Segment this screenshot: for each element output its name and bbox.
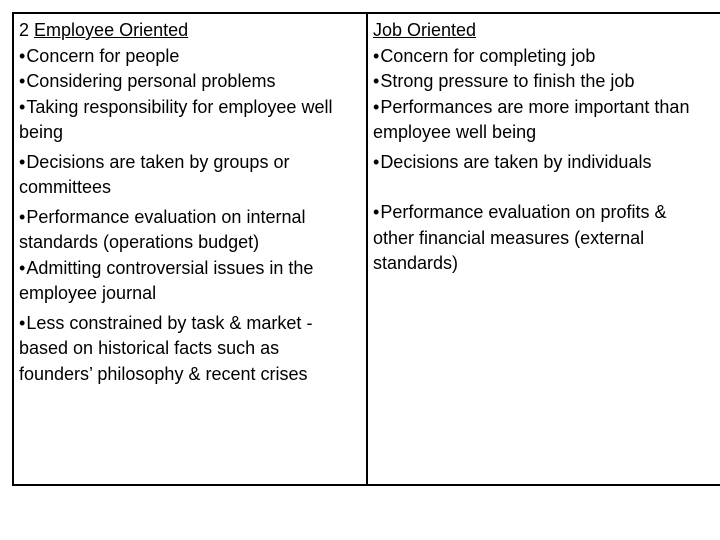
- bullet-icon: •: [373, 45, 380, 66]
- list-item-text: Decisions are taken by groups or committees: [19, 151, 290, 197]
- column-number: 2: [19, 20, 30, 40]
- job-oriented-column: [373, 18, 708, 277]
- bullet-icon: •: [373, 202, 380, 222]
- list-item-text: Less constrained by task & market - based on historical facts such as founders’ philosophy & recent crises: [19, 312, 313, 384]
- bullet-icon: •: [19, 151, 26, 172]
- bullet-icon: •: [19, 206, 26, 227]
- bullet-icon: •: [19, 312, 26, 333]
- list-item: [373, 44, 708, 70]
- employee-oriented-column: [19, 18, 354, 387]
- list-item: [373, 200, 708, 277]
- list-item: [373, 150, 708, 176]
- comparison-table: [12, 12, 720, 486]
- bullet-icon: •: [19, 71, 26, 91]
- list-item-text: Strong pressure to finish the job: [380, 71, 635, 91]
- list-item-text: Admitting controversial issues in the employee journal: [19, 257, 314, 303]
- list-item-text: Performances are more important than employee well being: [373, 96, 690, 142]
- job-oriented-heading: [373, 18, 708, 44]
- job-oriented-title: Job Oriented: [373, 20, 477, 40]
- list-item: [19, 95, 354, 146]
- bullet-icon: •: [373, 71, 380, 91]
- list-item: [373, 95, 708, 146]
- list-item-text: Performance evaluation on profits & other financial measures (external standards): [373, 202, 667, 273]
- list-item: [19, 256, 354, 307]
- bullet-icon: •: [19, 45, 26, 66]
- list-item-text: Concern for completing job: [380, 45, 596, 66]
- bullet-icon: •: [19, 96, 26, 117]
- bullet-icon: •: [19, 257, 26, 278]
- employee-oriented-heading: [19, 18, 354, 44]
- list-item: [19, 150, 354, 201]
- list-item: [19, 311, 354, 388]
- bullet-icon: •: [373, 96, 380, 117]
- employee-oriented-title: Employee Oriented: [34, 20, 189, 40]
- column-divider: [366, 14, 368, 484]
- list-item-text: Performance evaluation on internal standards (operations budget): [19, 206, 306, 252]
- list-item-text: Decisions are taken by individuals: [380, 151, 652, 172]
- list-item: [19, 44, 354, 70]
- list-item: [19, 205, 354, 256]
- list-item: [373, 69, 708, 95]
- list-item: [19, 69, 354, 95]
- bullet-icon: •: [373, 151, 380, 172]
- list-item-text: Considering personal problems: [26, 71, 276, 91]
- list-item-text: Concern for people: [26, 45, 180, 66]
- list-item-text: Taking responsibility for employee well being: [19, 96, 333, 142]
